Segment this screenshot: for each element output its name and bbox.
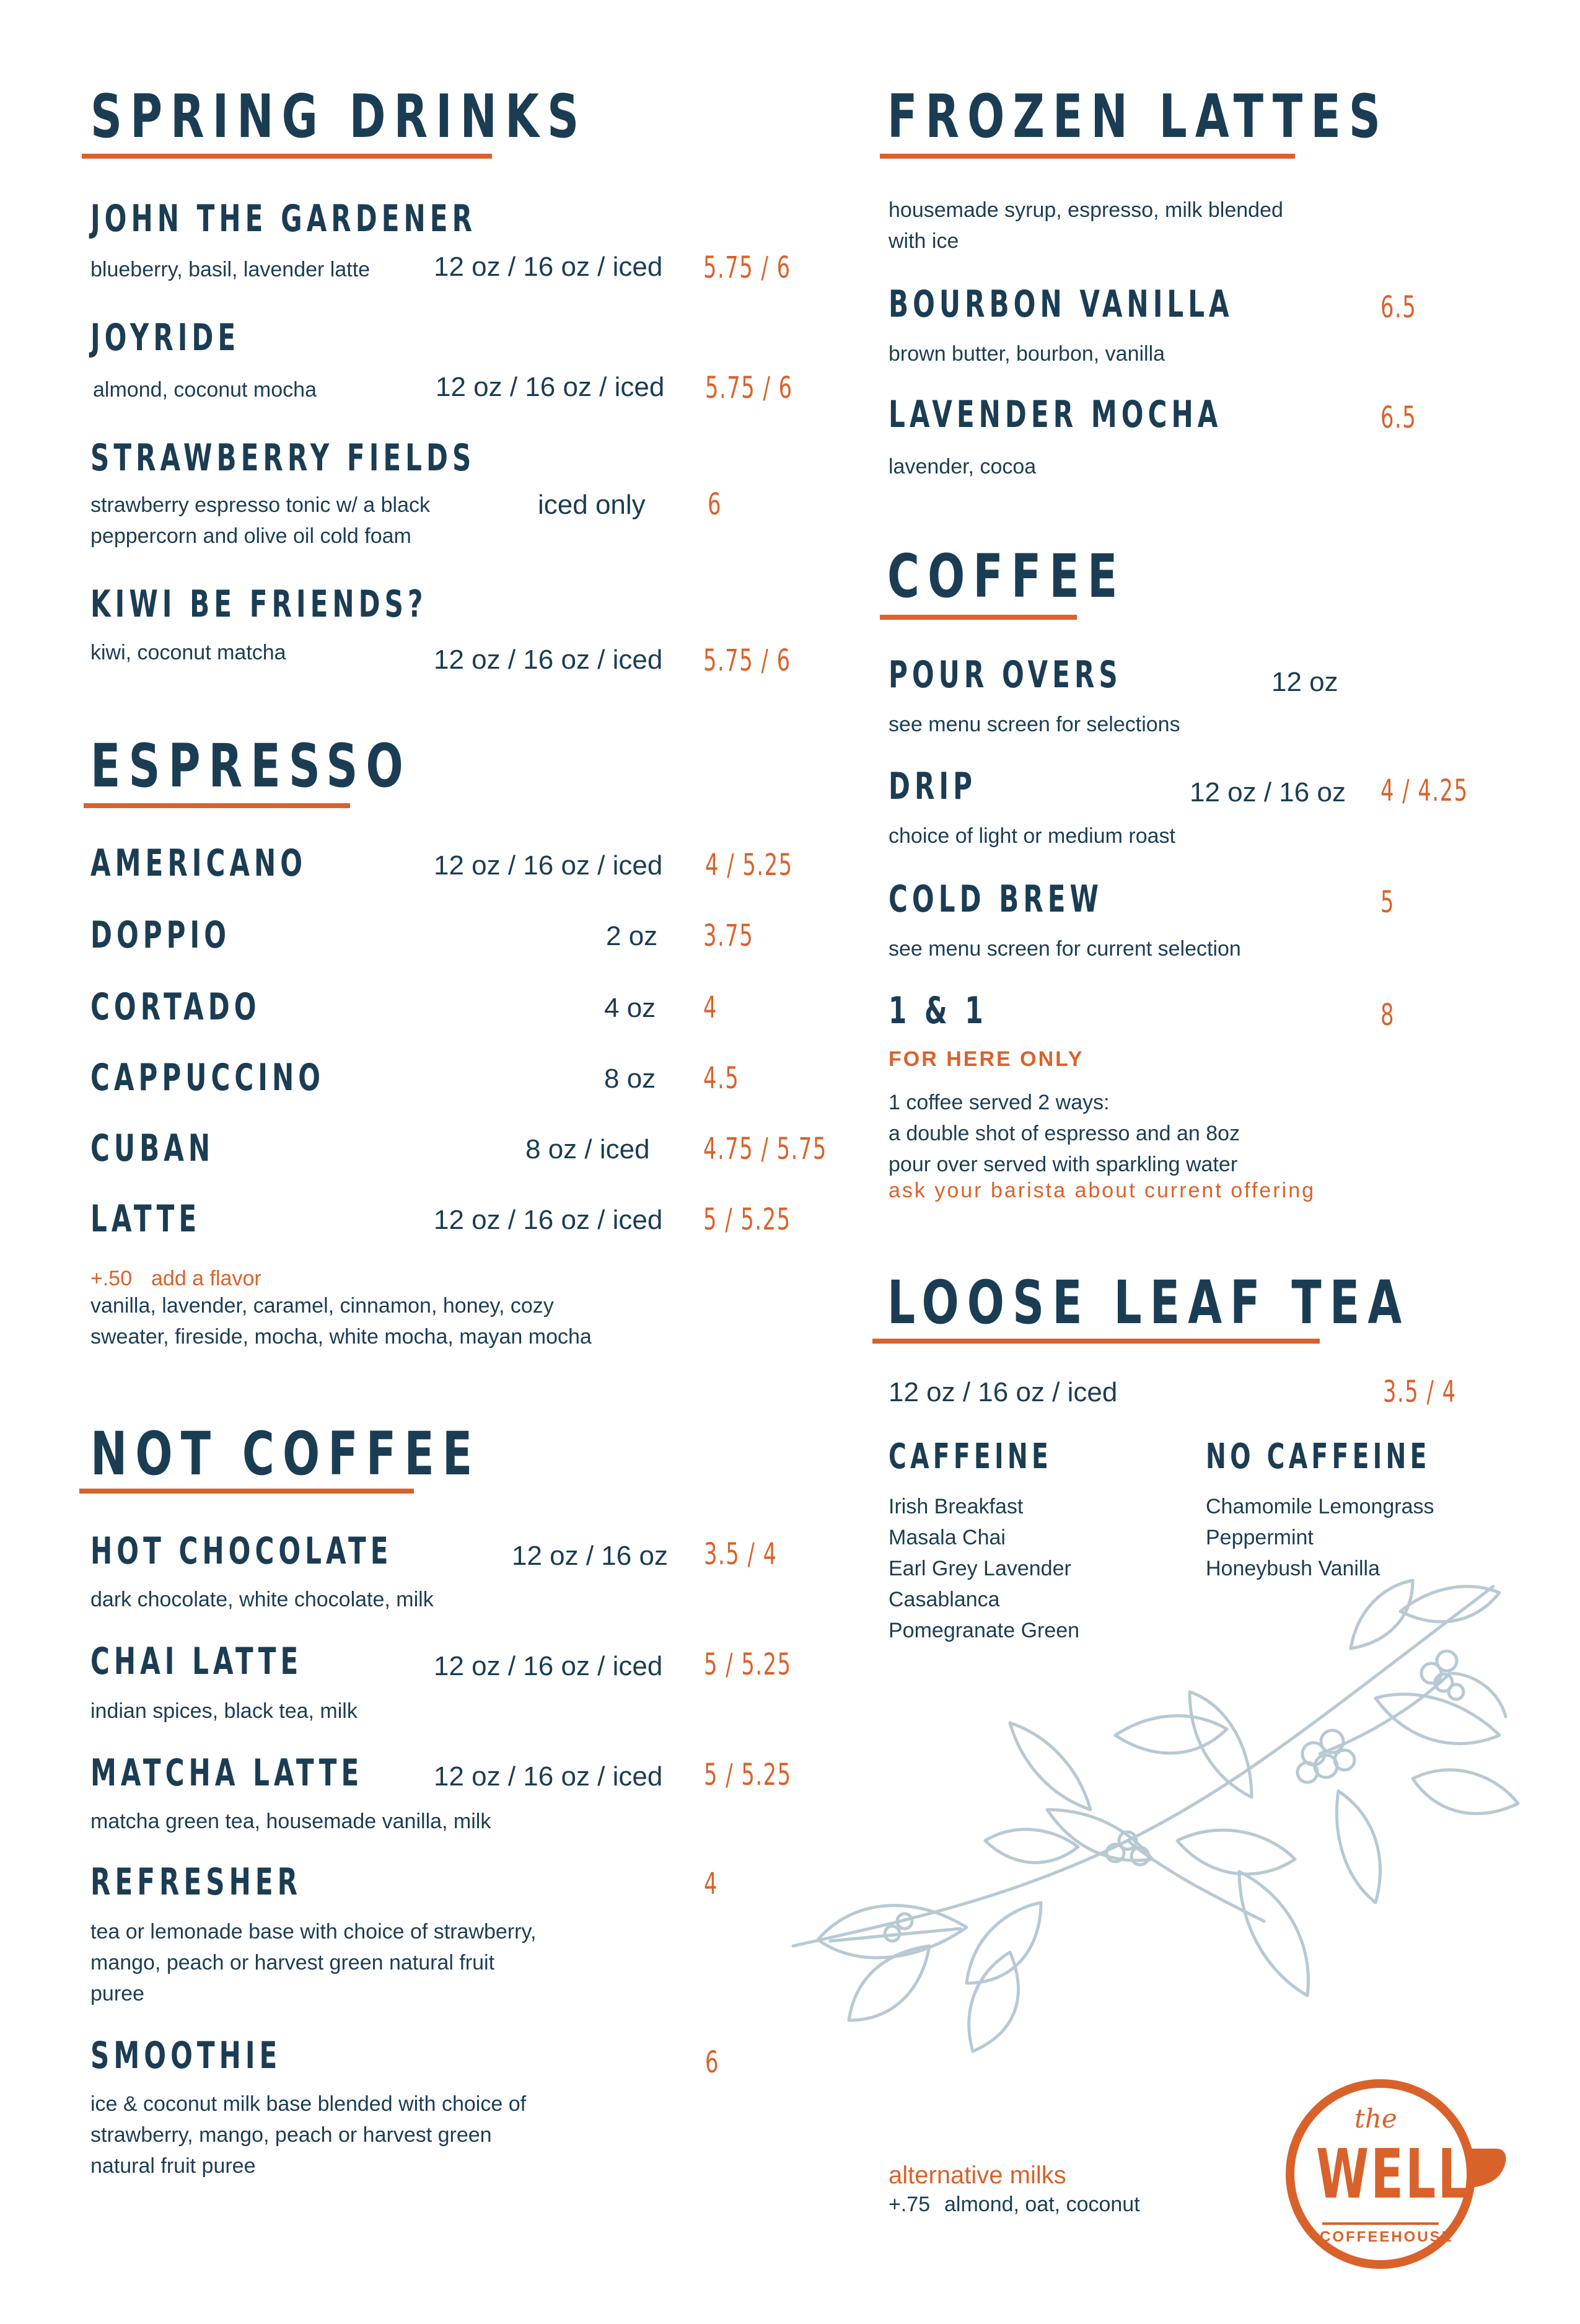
item-name: HOT CHOCOLATE	[90, 1530, 393, 1573]
item-desc: see menu screen for current selection	[889, 937, 1241, 961]
item-price: 4	[703, 990, 718, 1025]
tea-item: Irish Breakfast	[889, 1495, 1024, 1518]
item-price: 5.75 / 6	[703, 643, 791, 678]
for-here-only-label: FOR HERE ONLY	[889, 1047, 1084, 1071]
coffee-underline	[880, 615, 1077, 620]
espresso-underline	[84, 803, 350, 808]
not-coffee-underline	[79, 1489, 414, 1494]
flavor-list-line: vanilla, lavender, caramel, cinnamon, honey, cozy	[90, 1294, 554, 1318]
item-name: AMERICANO	[90, 842, 307, 885]
loose-leaf-tea-underline	[872, 1339, 1320, 1344]
item-name: COLD BREW	[889, 878, 1104, 921]
item-name: CHAI LATTE	[90, 1640, 303, 1683]
item-name: POUR OVERS	[889, 653, 1122, 697]
item-name: CAPPUCCINO	[90, 1056, 325, 1099]
item-size: 12 oz / 16 oz / iced	[434, 850, 663, 881]
frozen-intro-line: housemade syrup, espresso, milk blended	[889, 198, 1283, 222]
item-name: SMOOTHIE	[90, 2034, 282, 2077]
item-price: 4	[704, 1867, 718, 1901]
item-name: 1 & 1	[889, 989, 988, 1032]
item-price: 6	[705, 2045, 719, 2080]
item-desc-line: peppercorn and olive oil cold foam	[90, 524, 411, 548]
item-price: 8	[1380, 998, 1395, 1032]
spring-drinks-underline	[82, 154, 492, 159]
item-desc-line: puree	[90, 1982, 144, 2005]
not-coffee-heading: NOT COFFEE	[90, 1419, 481, 1489]
flavor-price: +.50	[90, 1267, 133, 1290]
tea-item: Earl Grey Lavender	[889, 1557, 1071, 1580]
item-size: 12 oz / 16 oz / iced	[434, 252, 663, 282]
item-size: 12 oz	[1271, 667, 1338, 697]
item-size: 8 oz / iced	[525, 1134, 650, 1164]
item-price: 5 / 5.25	[704, 1647, 792, 1682]
item-name: JOHN THE GARDENER	[90, 197, 477, 240]
item-size: 12 oz / 16 oz / iced	[436, 372, 665, 402]
item-size: 12 oz / 16 oz / iced	[434, 1205, 663, 1235]
tea-item: Honeybush Vanilla	[1206, 1557, 1380, 1580]
item-name: REFRESHER	[90, 1860, 302, 1904]
item-name: KIWI BE FRIENDS?	[90, 583, 428, 626]
caffeine-heading: CAFFEINE	[889, 1437, 1053, 1477]
item-price: 4 / 5.25	[705, 848, 793, 883]
item-price: 5	[1380, 885, 1395, 920]
item-name: CORTADO	[90, 985, 261, 1029]
item-price: 3.5 / 4	[704, 1537, 778, 1572]
item-desc: indian spices, black tea, milk	[90, 1699, 358, 1723]
item-desc-line: strawberry, mango, peach or harvest green	[90, 2123, 492, 2147]
item-name: BOURBON VANILLA	[889, 283, 1234, 326]
item-price: 4.5	[703, 1061, 740, 1096]
item-size: iced only	[538, 490, 646, 520]
item-price: 4 / 4.25	[1380, 773, 1468, 808]
item-desc: dark chocolate, white chocolate, milk	[90, 1588, 434, 1611]
item-name: DOPPIO	[90, 913, 231, 957]
oneone-desc-line: a double shot of espresso and an 8oz	[889, 1122, 1240, 1145]
tea-item: Chamomile Lemongrass	[1206, 1495, 1434, 1518]
tea-item: Masala Chai	[889, 1526, 1006, 1549]
item-desc-line: strawberry espresso tonic w/ a black	[90, 493, 430, 517]
coffee-heading: COFFEE	[887, 542, 1126, 611]
tea-item: Pomegranate Green	[889, 1619, 1080, 1642]
item-price: 3.75	[703, 918, 754, 953]
item-desc-line: ice & coconut milk base blended with choice of	[90, 2092, 527, 2116]
logo-coffeehouse: COFFEEHOUSE	[1320, 2229, 1454, 2245]
logo-well: WELL	[1316, 2134, 1470, 2214]
no-caffeine-heading: NO CAFFEINE	[1206, 1437, 1431, 1477]
item-desc: kiwi, coconut matcha	[90, 641, 286, 664]
item-price: 5.75 / 6	[703, 250, 791, 285]
item-size: 4 oz	[604, 993, 656, 1023]
item-size: 12 oz / 16 oz	[512, 1541, 668, 1571]
item-name: LATTE	[90, 1197, 201, 1241]
flavor-label: add a flavor	[151, 1267, 261, 1290]
item-size: 12 oz / 16 oz / iced	[434, 645, 663, 675]
frozen-intro-line: with ice	[889, 229, 959, 253]
oneone-desc-line: pour over served with sparkling water	[889, 1153, 1238, 1176]
frozen-lattes-heading: FROZEN LATTES	[887, 82, 1389, 151]
item-name: MATCHA LATTE	[90, 1751, 364, 1795]
item-desc-line: natural fruit puree	[90, 2154, 256, 2178]
item-price: 4.75 / 5.75	[703, 1132, 827, 1166]
item-desc: brown butter, bourbon, vanilla	[889, 342, 1165, 366]
flavor-list-line: sweater, fireside, mocha, white mocha, mayan mocha	[90, 1325, 592, 1349]
item-price: 6.5	[1380, 400, 1417, 435]
oneone-ask-barista: ask your barista about current offering	[889, 1179, 1316, 1202]
item-size: 12 oz / 16 oz / iced	[434, 1761, 663, 1792]
item-desc: lavender, cocoa	[889, 455, 1037, 478]
item-desc-line: mango, peach or harvest green natural fruit	[90, 1951, 495, 1974]
item-name: STRAWBERRY FIELDS	[90, 436, 476, 480]
alternative-milks-list: almond, oat, coconut	[944, 2193, 1140, 2216]
item-price: 5 / 5.25	[703, 1202, 791, 1237]
item-desc: choice of light or medium roast	[889, 824, 1175, 848]
item-size: 12 oz / 16 oz / iced	[434, 1651, 663, 1681]
tea-item: Peppermint	[1206, 1526, 1314, 1549]
item-price: 5.75 / 6	[705, 371, 793, 405]
logo-the: the	[1354, 2103, 1397, 2134]
item-name: CUBAN	[90, 1127, 215, 1170]
the-well-logo	[1285, 2077, 1477, 2271]
item-desc: blueberry, basil, lavender latte	[90, 258, 371, 281]
tea-size: 12 oz / 16 oz / iced	[889, 1377, 1118, 1407]
item-price: 6	[708, 487, 722, 522]
spring-drinks-heading: SPRING DRINKS	[90, 82, 587, 151]
item-name: LAVENDER MOCHA	[889, 393, 1222, 436]
espresso-heading: ESPRESSO	[90, 731, 411, 801]
tea-item: Casablanca	[889, 1588, 1000, 1611]
item-name: JOYRIDE	[90, 316, 240, 359]
item-desc: matcha green tea, housemade vanilla, milk	[90, 1810, 491, 1833]
item-desc-line: tea or lemonade base with choice of strawberry,	[90, 1920, 537, 1943]
item-name: DRIP	[889, 765, 977, 808]
alternative-milks-label: alternative milks	[889, 2162, 1066, 2189]
alternative-milks-price: +.75	[889, 2193, 931, 2216]
item-size: 8 oz	[604, 1063, 656, 1094]
item-size: 2 oz	[606, 921, 658, 951]
item-price: 6.5	[1380, 290, 1417, 325]
loose-leaf-tea-heading: LOOSE LEAF TEA	[887, 1268, 1410, 1337]
item-size: 12 oz / 16 oz	[1190, 777, 1346, 808]
tea-price: 3.5 / 4	[1383, 1375, 1457, 1409]
frozen-lattes-underline	[880, 154, 1295, 159]
oneone-desc-line: 1 coffee served 2 ways:	[889, 1091, 1110, 1114]
item-desc: almond, coconut mocha	[93, 378, 317, 402]
item-price: 5 / 5.25	[704, 1758, 792, 1792]
item-desc: see menu screen for selections	[889, 713, 1180, 736]
